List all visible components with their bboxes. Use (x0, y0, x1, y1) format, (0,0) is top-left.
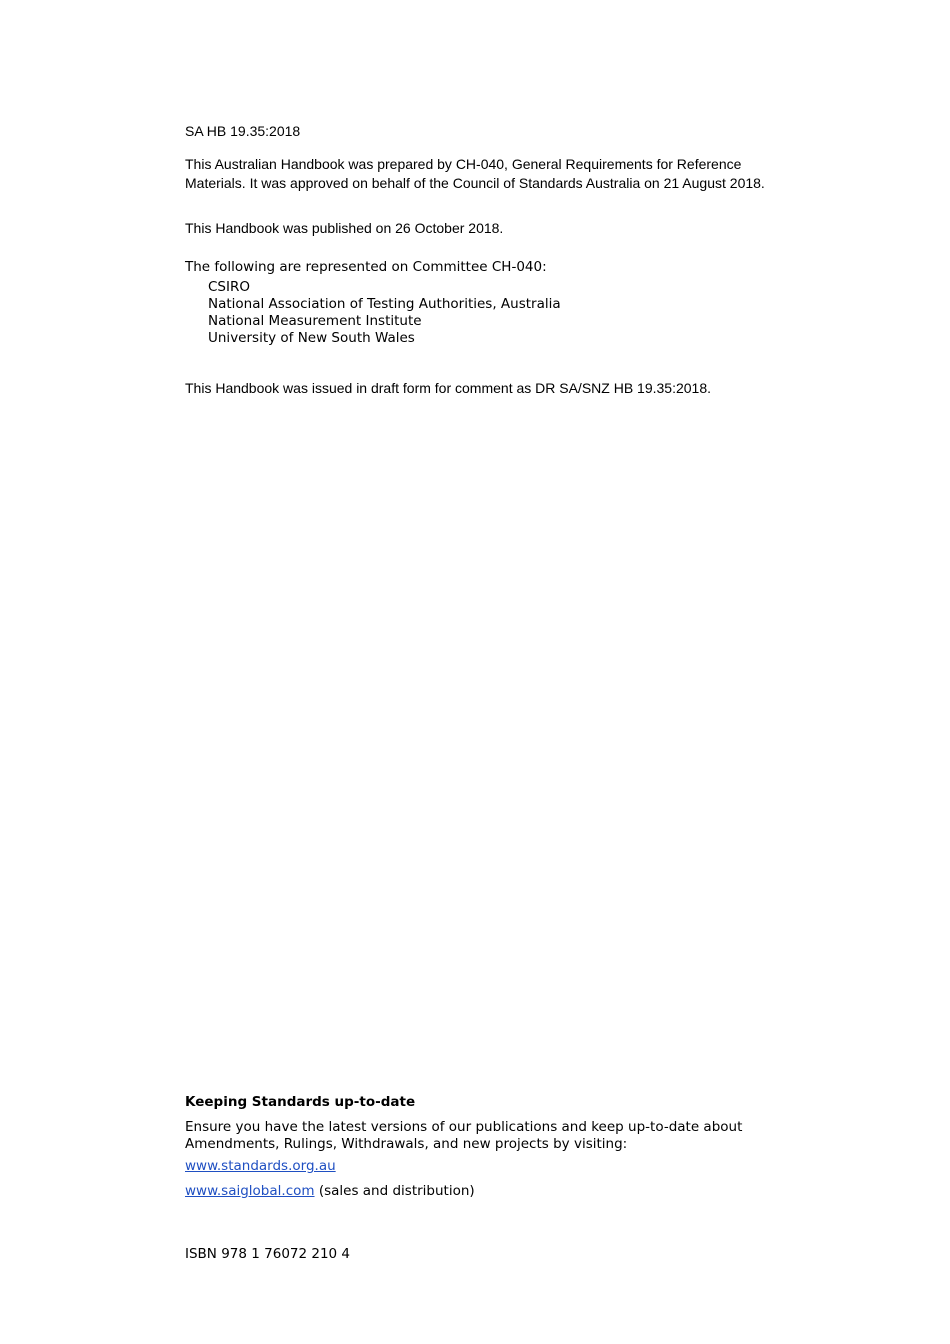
committee-member-list (185, 279, 561, 347)
preparation-paragraph: This Australian Handbook was prepared by CH-040, General Requirements for Reference Materials. It was approved on behalf of the Council of Standards Australia on 21 August 2018. (185, 156, 765, 191)
publication-date-paragraph: This Handbook was published on 26 October 2018. (185, 220, 504, 236)
saiglobal-link-line (185, 1183, 475, 1200)
committee-member: National Measurement Institute (208, 313, 422, 329)
draft-note-paragraph: This Handbook was issued in draft form for comment as DR SA/SNZ HB 19.35:2018. (185, 380, 712, 396)
keeping-up-to-date-heading: Keeping Standards up-to-date (185, 1094, 416, 1110)
keeping-up-to-date-body: Ensure you have the latest versions of our publications and keep up-to-date about Amendments, Rulings, Withdrawals, and new projects by visiting: (185, 1119, 743, 1152)
saiglobal-link-suffix: (sales and distribution) (314, 1183, 475, 1199)
isbn: ISBN 978 1 76072 210 4 (185, 1246, 351, 1262)
committee-intro: The following are represented on Committee CH-040: (185, 259, 547, 275)
committee-member: National Association of Testing Authorities, Australia (208, 296, 561, 312)
saiglobal-website-link[interactable]: www.saiglobal.com (185, 1183, 315, 1199)
document-designation: SA HB 19.35:2018 (185, 123, 301, 139)
committee-member: CSIRO (208, 279, 250, 295)
standards-website-link[interactable]: www.standards.org.au (185, 1158, 336, 1174)
standards-link-line (185, 1158, 336, 1175)
committee-member: University of New South Wales (208, 330, 415, 346)
